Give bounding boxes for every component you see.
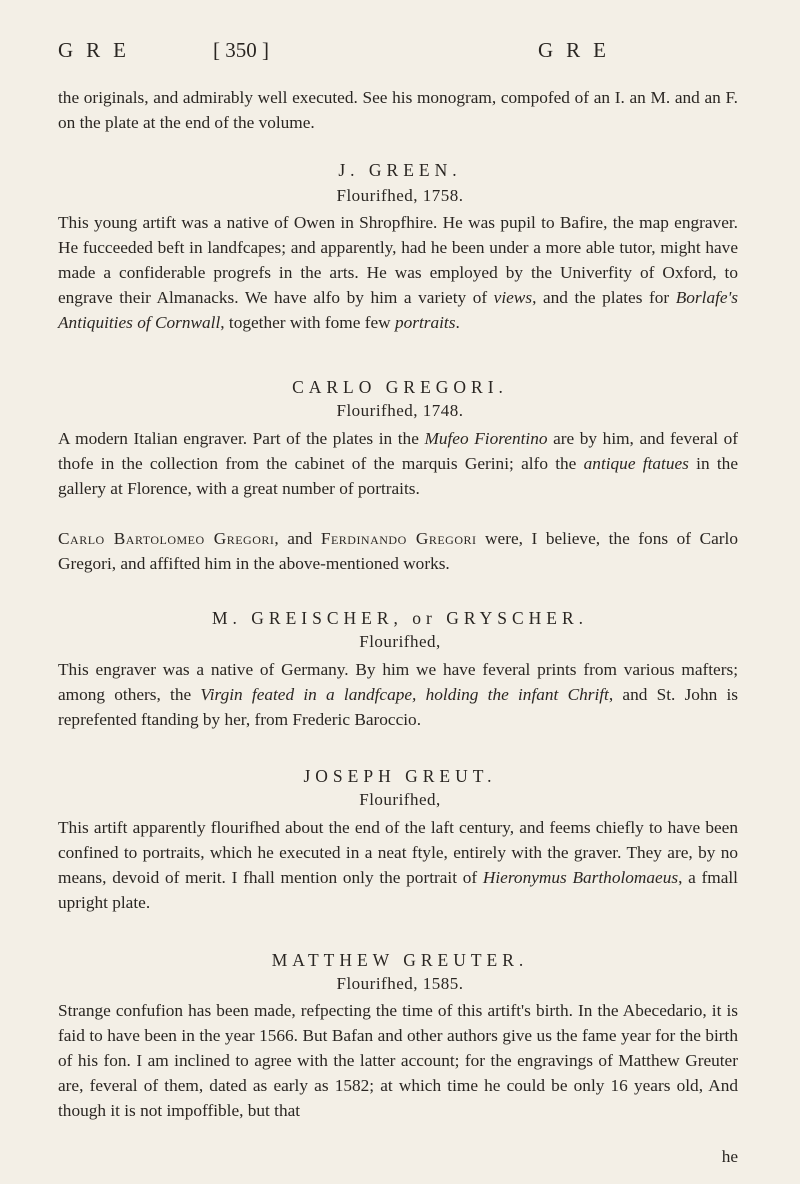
gregori-text-2: are by him, and feveral of thofe in the collection from the cabinet of the marquis Gerini; alfo the xyxy=(58,429,738,473)
catchword: he xyxy=(721,1147,738,1166)
flourished-greut: Flourifhed, xyxy=(359,790,441,809)
entry-text-gregori-sons xyxy=(58,526,738,576)
greut-text-2: , a fmall upright plate. xyxy=(58,868,738,912)
greut-text-1: This artift apparently flourifhed about the end of the laft century, and feems chiefly to have been confined to portraits, which he executed in a neat ftyle, entirely with the graver. They are, by no means, devoid of merit. I fhall mention only the portrait of xyxy=(58,818,738,887)
gregori-text-1: A modern Italian engraver. Part of the plates in the xyxy=(58,429,425,448)
green-views: views xyxy=(493,288,533,307)
greischer-virgin: Virgin feated in a landfcape, holding the infant Chrift xyxy=(200,685,609,704)
greischer-text-1: This engraver was a native of Germany. By him we have feveral prints from various mafters; among others, the xyxy=(58,660,738,704)
running-header xyxy=(58,38,738,68)
green-text-1: This young artift was a native of Owen in Shropfhire. He was pupil to Bafire, the map engraver. He fucceeded beft in landfcapes; and apparently, had he been under a more able tutor, might have made a confiderable progrefs in the arts. He was employed by the Univerfity of Oxford, to engrave their Almanacks. We have alfo by him a variety of xyxy=(58,213,738,307)
intro-text: the originals, and admirably well executed. See his monogram, compofed of an I. an M. and an F. on the plate at the end of the volume. xyxy=(58,88,738,132)
gregori-sons-mid: , and xyxy=(274,529,321,548)
page-number: [ 350 ] xyxy=(213,38,269,62)
green-book-title: Borlafe's Antiquities of Cornwall xyxy=(58,288,738,332)
entry-text-gregori xyxy=(58,426,738,501)
flourished-gregori: Flourifhed, 1748. xyxy=(336,401,464,420)
gregori-statues: antique ftatues xyxy=(583,454,689,473)
greut-hieronymus: Hieronymus Bartholomaeus xyxy=(482,868,679,887)
green-text-2: , and the plates for xyxy=(532,288,676,307)
gregori-sons-rest: were, I believe, the fons of Carlo Gregori, and affifted him in the above-mentioned works. xyxy=(58,529,738,573)
greischer-text-2: , and St. John is reprefented ftanding by her, from Frederic Baroccio. xyxy=(58,685,738,729)
header-left: GRE xyxy=(58,38,139,62)
entry-heading-greuter: MATTHEW GREUTER. xyxy=(271,950,529,970)
flourished-greischer: Flourifhed, xyxy=(359,632,441,651)
intro-paragraph xyxy=(58,85,738,135)
green-portraits: portraits xyxy=(394,313,456,332)
entry-heading-green: J. GREEN. xyxy=(338,160,462,180)
gregori-museo: Mufeo Fiorentino xyxy=(424,429,548,448)
entry-text-greut xyxy=(58,815,738,915)
flourished-green: Flourifhed, 1758. xyxy=(336,186,464,205)
gregori-son-2: Ferdinando Gregori xyxy=(320,529,477,548)
flourished-greuter: Flourifhed, 1585. xyxy=(336,974,464,993)
green-text-3: , together with fome few xyxy=(220,313,395,332)
header-right: GRE xyxy=(538,38,619,62)
entry-text-greischer xyxy=(58,657,738,732)
green-text-4: . xyxy=(455,313,460,332)
entry-text-green xyxy=(58,210,738,335)
entry-heading-greut: JOSEPH GREUT. xyxy=(303,766,497,786)
entry-text-greuter xyxy=(58,998,738,1123)
gregori-son-1: Carlo Bartolomeo Gregori xyxy=(58,529,275,548)
greuter-text-1: Strange confufion has been made, refpecting the time of this artift's birth. In the Abecedario, it is faid to have been in the year 1566. But Bafan and other authors give us the fame year for the birth of his fon. I am inclined to agree with the latter account; for the engravings of Matthew Greuter are, feveral of them, dated as early as 1582; at which time he could be only 16 years old, And though it is not impoffible, but that xyxy=(58,1001,738,1120)
entry-heading-gregori: CARLO GREGORI. xyxy=(292,377,508,397)
gregori-text-3: in the gallery at Florence, with a great number of portraits. xyxy=(58,454,738,498)
entry-heading-greischer: M. GREISCHER, or GRYSCHER. xyxy=(211,608,588,628)
